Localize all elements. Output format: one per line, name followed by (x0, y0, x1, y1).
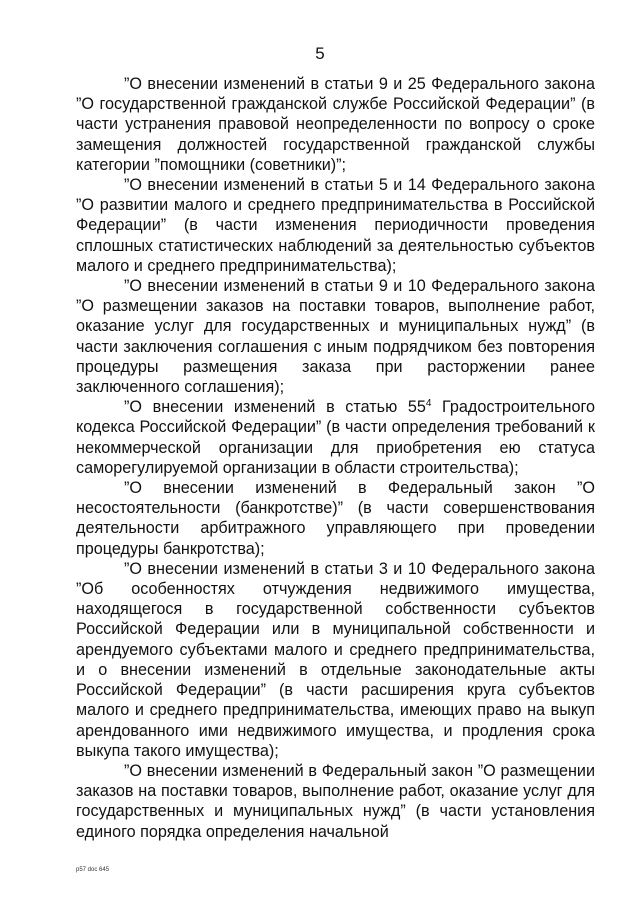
para-text-start: ”О внесении изменений в статью 55 (124, 398, 426, 417)
superscript-index: 4 (425, 398, 432, 410)
list-item-article-55-4 (76, 397, 595, 478)
list-item-article-5-14: ”О внесении изменений в статьи 5 и 14 Федерального закона ”О развитии малого и среднего предпринимательства в Российской Федерации” (в части изменения периодичности проведения сплошных статистических наблюдений за деятельностью субъектов малого и среднего предпринимательства); (76, 176, 595, 275)
page-number: 5 (315, 44, 325, 63)
list-item-article-9-10: ”О внесении изменений в статьи 9 и 10 Федерального закона ”О размещении заказов на поставки товаров, выполнение работ, оказание услуг для государственных и муниципальных нужд” (в части заключения соглашения с иным подрядчиком без повторения процедуры размещения заказа при расторжении ранее заключенного соглашения); (76, 277, 595, 397)
footer-file-ref: p57 doc 645 (76, 867, 110, 873)
list-item-article-9-25: ”О внесении изменений в статьи 9 и 25 Федерального закона ”О государственной гражданской службе Российской Федерации” (в части устранения правовой неопределенности по вопросу о сроке замещения должностей государственной гражданской службы категории ”помощники (советники)”; (76, 75, 595, 174)
list-item-bankruptcy: ”О внесении изменений в Федеральный закон ”О несостоятельности (банкротстве)” (в части совершенствования деятельности арбитражного управляющего при проведении процедуры банкротства); (76, 479, 595, 558)
list-item-procurement: ”О внесении изменений в Федеральный закон ”О размещении заказов на поставки товаров, выполнение работ, оказание услуг для государственных и муниципальных нужд” (в части установления единого порядка определения начальной (76, 761, 595, 841)
para-text-end: Градостроительного кодекса Российской Федерации” (в части определения требований к некоммерческой организации для приобретения ею статуса саморегулируемой организации в области строительства); (76, 398, 595, 477)
document-body (76, 74, 595, 842)
list-item-article-3-10: ”О внесении изменений в статьи 3 и 10 Федерального закона ”Об особенностях отчуждения недвижимого имущества, находящегося в государственной собственности субъектов Российской Федерации или в муниципальной собственности и арендуемого субъектами малого и среднего предпринимательства, и о внесении изменений в отдельные законодательные акты Российской Федерации” (в части расширения круга субъектов малого и среднего предпринимательства, имеющих право на выкуп арендованного ими недвижимого имущества, и продления срока выкупа такого имущества); (76, 559, 595, 760)
